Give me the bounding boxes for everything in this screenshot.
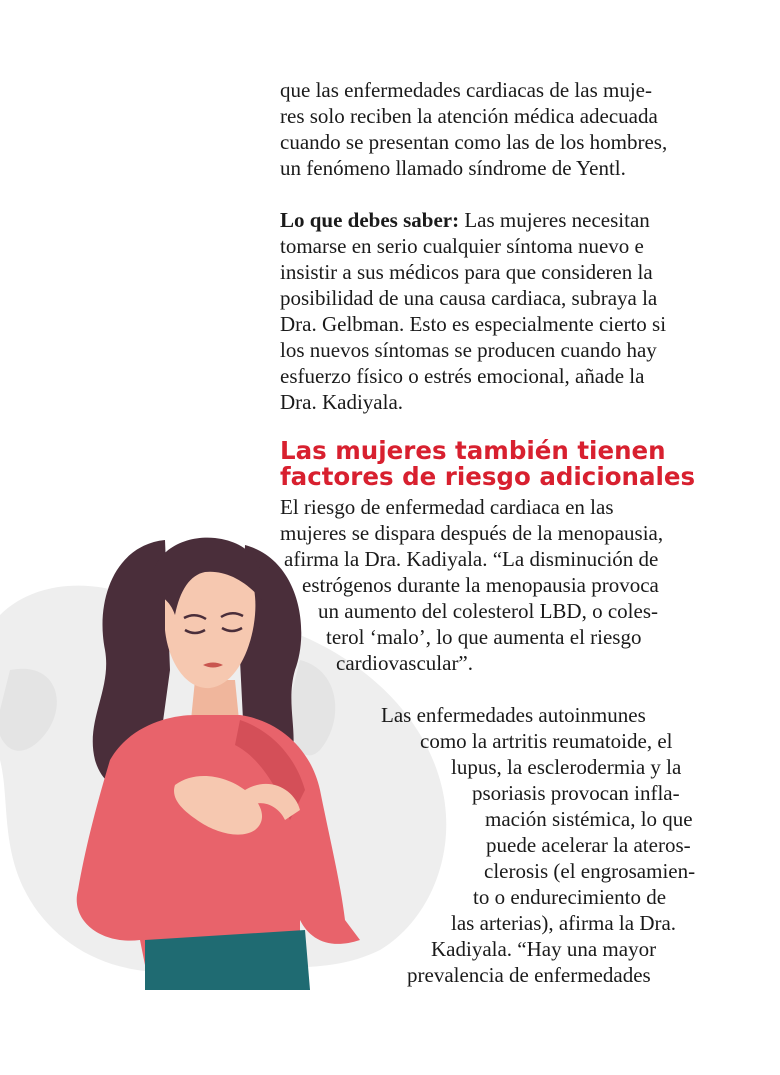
text-line: cuando se presentan como las de los hombres, [280, 130, 668, 154]
text-line: insistir a sus médicos para que consideren la [280, 260, 653, 284]
heading-line: Las mujeres también tienen [280, 436, 666, 465]
text-line: cardiovascular”. [336, 651, 474, 675]
text-line: psoriasis provocan infla- [472, 781, 680, 805]
text-line: tomarse en serio cualquier síntoma nuevo e [280, 234, 644, 258]
text-line: estrógenos durante la menopausia provoca [302, 573, 659, 597]
text-line: to o endurecimiento de [473, 885, 667, 909]
text-line [280, 207, 650, 233]
text-line: Las enfermedades autoinmunes [381, 703, 646, 727]
text-line: res solo reciben la atención médica adecuada [280, 104, 658, 128]
text-line: las arterias), afirma la Dra. [451, 911, 677, 935]
text-line: los nuevos síntomas se producen cuando hay [280, 338, 657, 362]
text-line: Dra. Kadiyala. [280, 390, 404, 414]
heading-line: factores de riesgo adicionales [280, 462, 696, 491]
text-line: esfuerzo físico o estrés emocional, añade la [280, 364, 645, 388]
lead-rest: Las mujeres necesitan [459, 208, 650, 232]
text-line: que las enfermedades cardiacas de las muje- [280, 78, 652, 102]
text-line: mación sistémica, lo que [485, 807, 693, 831]
text-line: prevalencia de enfermedades [407, 963, 651, 987]
text-line: posibilidad de una causa cardiaca, subraya la [280, 286, 658, 310]
text-line: terol ‘malo’, lo que aumenta el riesgo [326, 625, 642, 649]
text-line: clerosis (el engrosamien- [484, 859, 696, 883]
text-line: Kadiyala. “Hay una mayor [431, 937, 657, 961]
text-line: afirma la Dra. Kadiyala. “La disminución de [284, 547, 659, 571]
text-line: como la artritis reumatoide, el [420, 729, 673, 753]
text-line: Dra. Gelbman. Esto es especialmente cierto si [280, 312, 667, 336]
text-line: lupus, la esclerodermia y la [451, 755, 682, 779]
text-line: un aumento del colesterol LBD, o coles- [318, 599, 658, 623]
text-line: puede acelerar la ateros- [486, 833, 691, 857]
text-line: un fenómeno llamado síndrome de Yentl. [280, 156, 626, 180]
text-line: mujeres se dispara después de la menopausia, [280, 521, 664, 545]
lead-in: Lo que debes saber: [280, 208, 460, 232]
text-line: El riesgo de enfermedad cardiaca en las [280, 495, 614, 519]
